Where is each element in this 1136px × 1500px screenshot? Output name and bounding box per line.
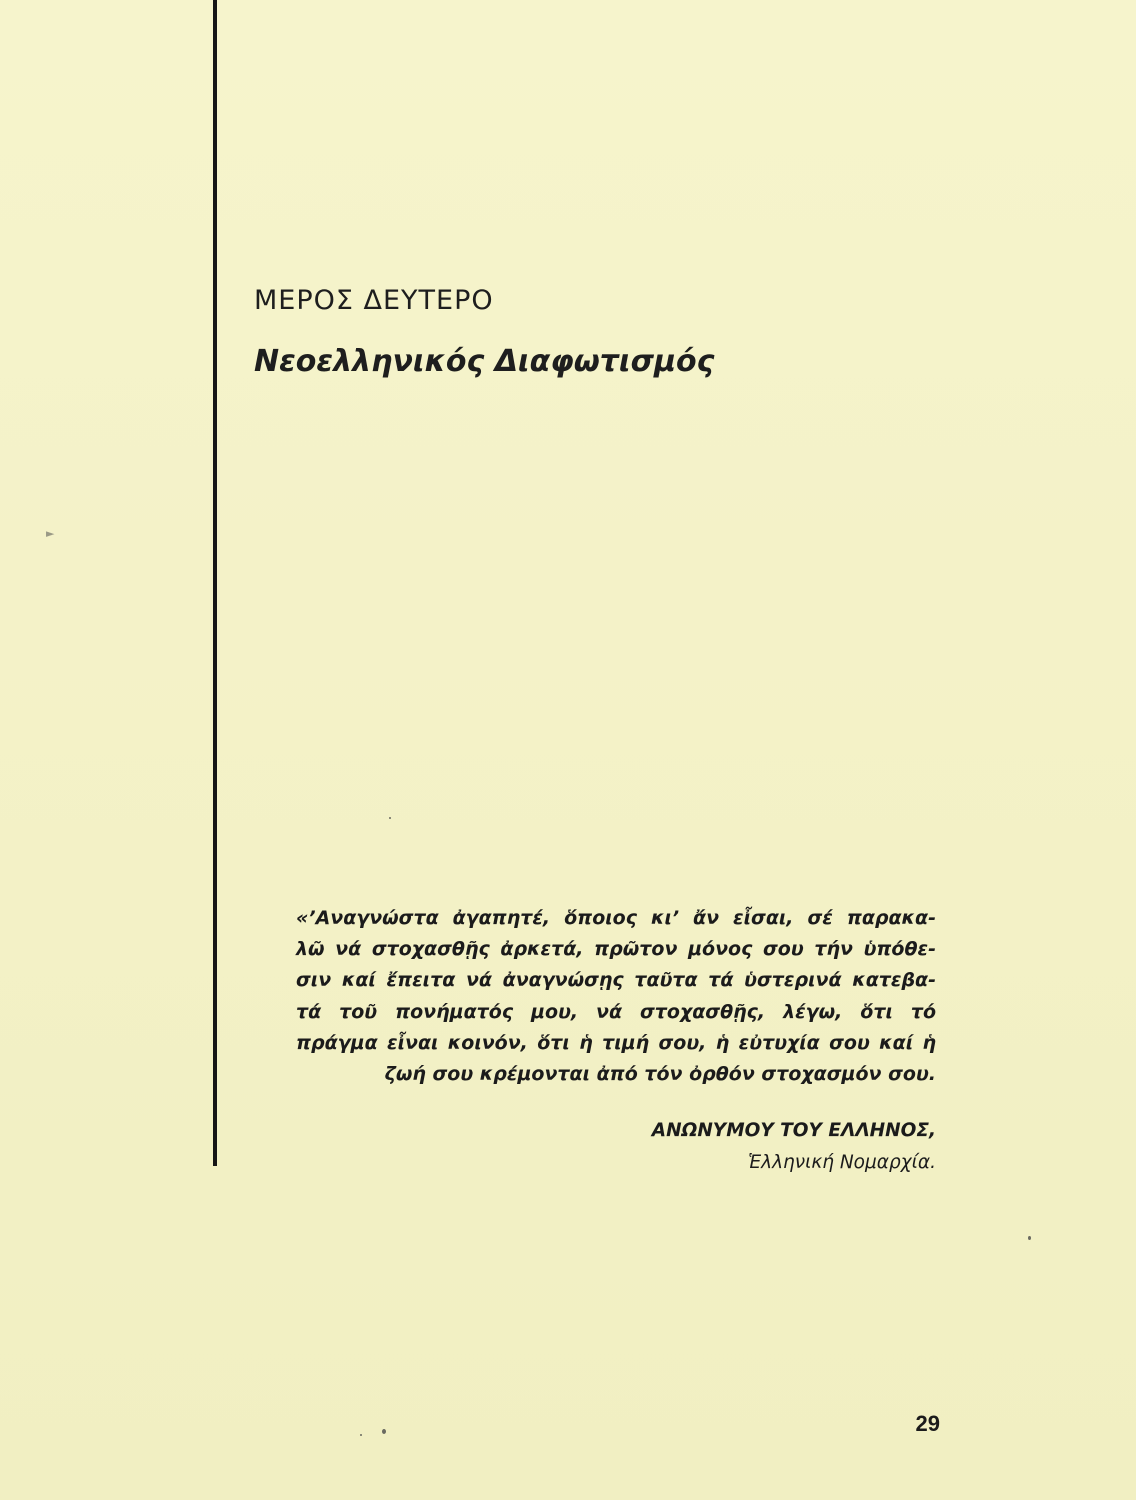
print-speck — [360, 1434, 362, 1436]
epigraph-line: τά τοῦ πονήματός μου, νά στοχασθῇς, λέγω, ὅτι τό — [296, 1000, 936, 1023]
epigraph-line: πράγμα εἶναι κοινόν, ὅτι ἡ τιμή σου, ἡ εὐτυχία σου καί ἡ — [296, 1031, 936, 1054]
epigraph-source: Ἑλληνική Νομαρχία. — [747, 1152, 936, 1173]
part-label: ΜΕΡΟΣ ΔΕΥΤΕΡΟ — [254, 285, 494, 316]
epigraph-line: ζωή σου κρέμονται ἀπό τόν ὀρθόν στοχασμόν σου. — [384, 1063, 936, 1086]
print-speck — [1028, 1236, 1031, 1240]
epigraph-line: λῶ νά στοχασθῇς ἀρκετά, πρῶτον μόνος σου τήν ὑπόθε- — [296, 938, 936, 961]
vertical-rule — [213, 0, 217, 1166]
print-speck — [382, 1429, 386, 1434]
margin-mark-icon: ► — [46, 527, 55, 540]
print-speck — [389, 817, 391, 819]
epigraph-author: ΑΝΩΝΥΜΟΥ ΤΟΥ ΕΛΛΗΝΟΣ, — [651, 1120, 936, 1141]
page-number: 29 — [915, 1411, 940, 1436]
part-title: Νεοελληνικός Διαφωτισμός — [254, 344, 715, 379]
epigraph-line: σιν καί ἔπειτα νά ἀναγνώσῃς ταῦτα τά ὑστερινά κατεβα- — [296, 969, 936, 992]
epigraph-line: «’Αναγνώστα ἀγαπητέ, ὅποιος κι’ ἄν εἶσαι, σέ παρακα- — [296, 907, 936, 929]
epigraph-quote — [296, 903, 936, 1090]
